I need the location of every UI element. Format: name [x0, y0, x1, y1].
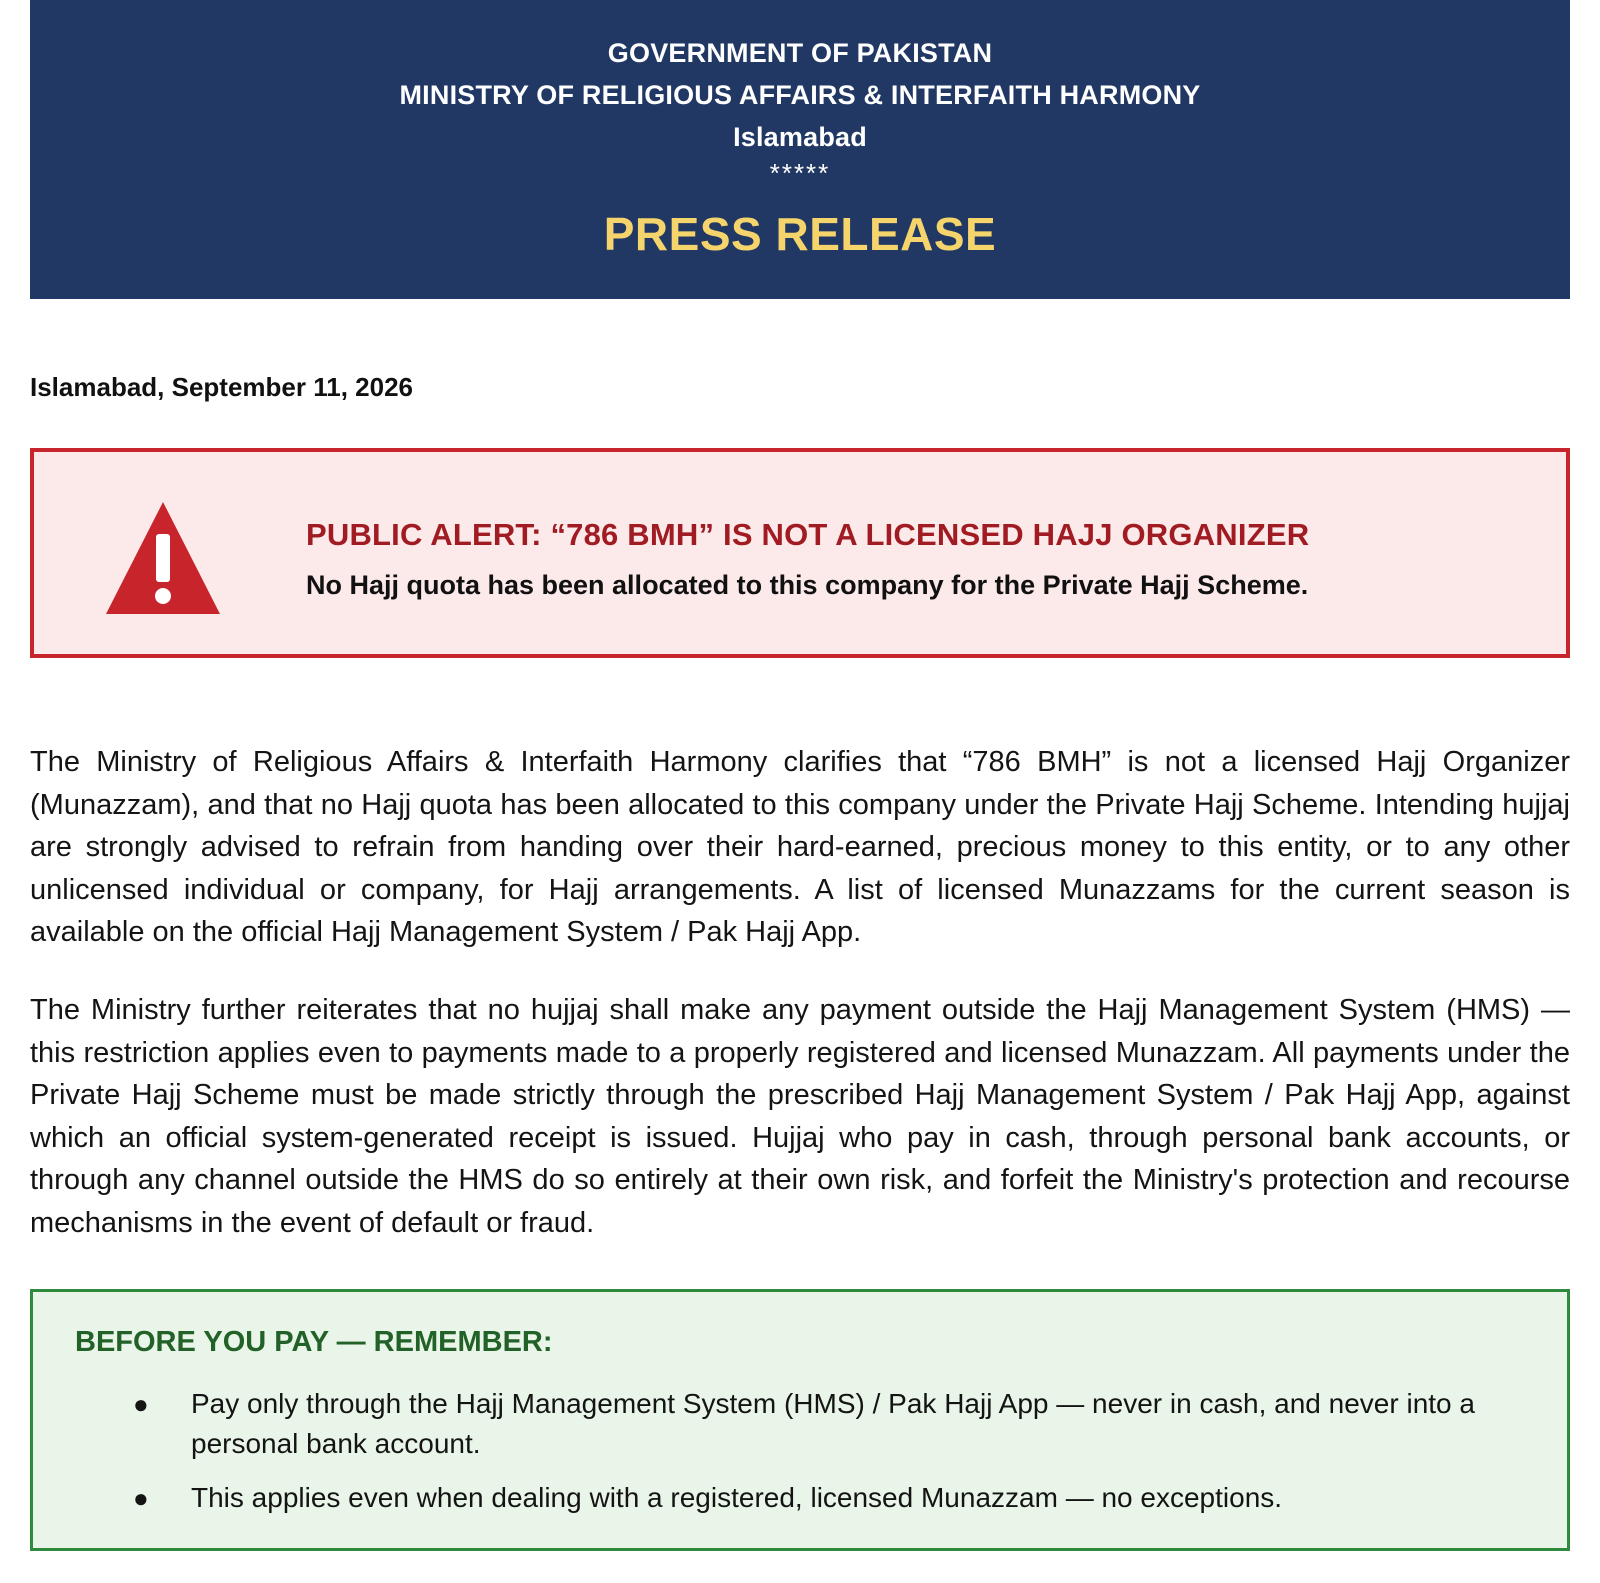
list-item: [33, 1384, 1567, 1464]
header-separator: *****: [769, 158, 831, 188]
header-banner: [30, 0, 1570, 299]
remember-title: BEFORE YOU PAY — REMEMBER:: [75, 1326, 553, 1358]
body-paragraph-1: The Ministry of Religious Affairs & Interfaith Harmony clarifies that “786 BMH” is not a licensed Hajj Organizer (Munazzam), and that no Hajj quota has been allocated to this company under the Private Hajj Scheme. Intending hujjaj are strongly advised to refrain from handing over their hard-earned, precious money to this entity, or to any other unlicensed individual or company, for Hajj arrangements. A list of licensed Munazzams for the current season is available on the official Hajj Management System / Pak Hajj App.: [30, 746, 1570, 949]
list-item-text: Pay only through the Hajj Management System (HMS) / Pak Hajj App — never in cash, and never into a personal bank account.: [191, 1388, 1475, 1459]
alert-title: PUBLIC ALERT: “786 BMH” IS NOT A LICENSED HAJJ ORGANIZER: [306, 517, 1310, 552]
public-alert-box: [30, 448, 1570, 658]
city-label: Islamabad: [733, 122, 867, 152]
document-type-title: PRESS RELEASE: [603, 208, 997, 260]
warning-triangle-icon: [104, 500, 222, 616]
body-paragraph-2: The Ministry further reiterates that no hujjaj shall make any payment outside the Hajj Management System (HMS) — this restriction applies even to payments made to a properly registered and licensed Munazzam. All payments under the Private Hajj Scheme must be made strictly through the prescribed Hajj Management System / Pak Hajj App, against which an official system-generated receipt is issued. Hujjaj who pay in cash, through personal bank accounts, or through any channel outside the HMS do so entirely at their own risk, and forfeit the Ministry's protection and recourse mechanisms in the event of default or fraud.: [30, 994, 1570, 1239]
ministry-title: MINISTRY OF RELIGIOUS AFFAIRS & INTERFAITH HARMONY: [399, 80, 1201, 110]
before-you-pay-box: [30, 1289, 1570, 1551]
bullet-icon: ●: [133, 1483, 149, 1513]
remember-list: [33, 1384, 1567, 1532]
alert-subtitle: No Hajj quota has been allocated to this company for the Private Hajj Scheme.: [306, 570, 1309, 600]
list-item-text: This applies even when dealing with a registered, licensed Munazzam — no exceptions.: [191, 1482, 1283, 1513]
dateline: Islamabad, September 11, 2026: [30, 372, 413, 402]
bullet-icon: ●: [133, 1389, 149, 1419]
government-title: GOVERNMENT OF PAKISTAN: [607, 38, 993, 68]
list-item: [33, 1478, 1567, 1518]
